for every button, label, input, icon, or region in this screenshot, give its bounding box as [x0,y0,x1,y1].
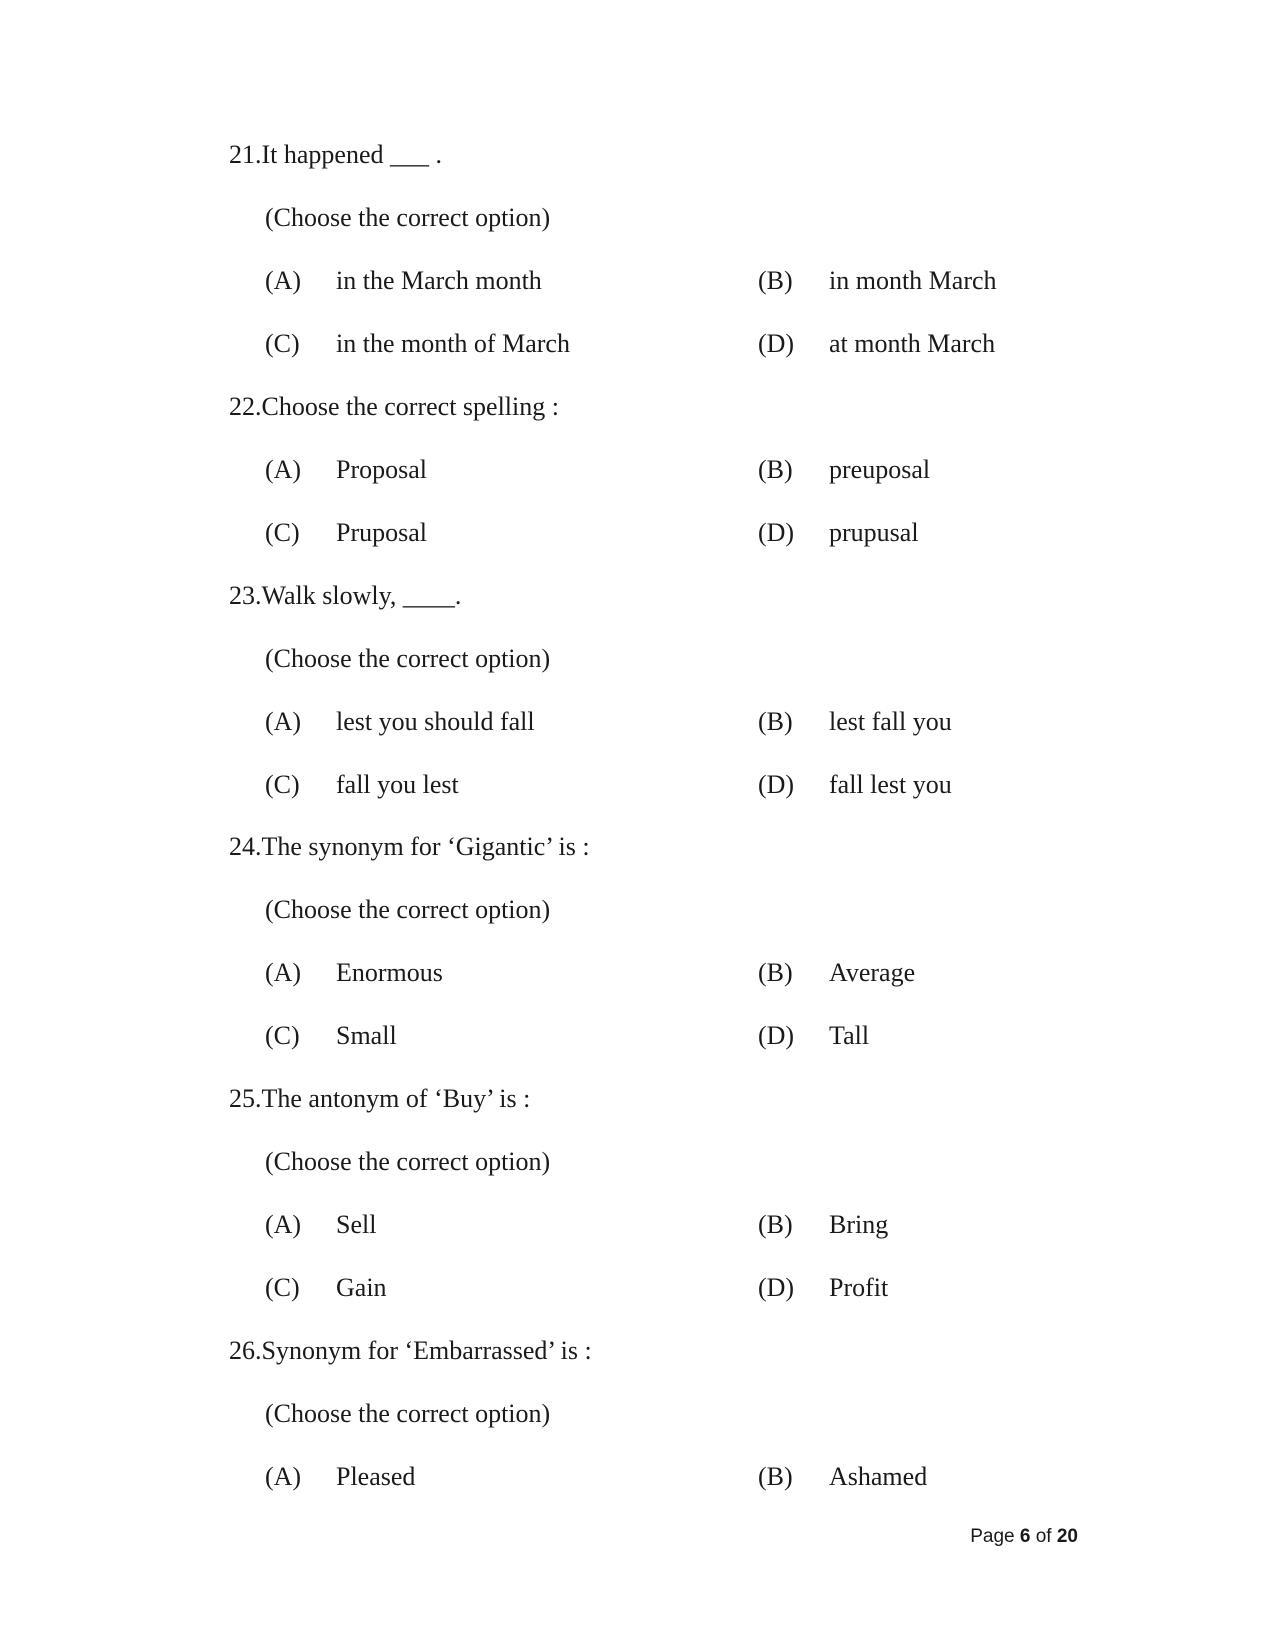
question-25-option-c-text: Gain [336,1273,387,1302]
question-23-option-b-text: lest fall you [829,707,952,736]
question-25-option-d-letter: (D) [758,1273,795,1302]
question-21-option-d-text: at month March [829,329,996,358]
question-24-instruction: (Choose the correct option) [265,895,551,924]
question-24-option-b-text: Average [829,958,916,987]
question-24-option-a-text: Enormous [336,958,443,987]
footer-current-page: 6 [1019,1526,1031,1547]
question-22-option-d-letter: (D) [758,518,795,547]
question-25-stem: 25.The antonym of ‘Buy’ is : [229,1084,531,1113]
question-26-option-b-letter: (B) [758,1462,793,1491]
question-21-option-a-letter: (A) [265,266,302,295]
question-26-stem: 26.Synonym for ‘Embarrassed’ is : [229,1336,592,1365]
question-25-option-b-letter: (B) [758,1210,793,1239]
question-21-option-a-text: in the March month [336,266,542,295]
question-23-option-a-text: lest you should fall [336,707,535,736]
question-21-option-d-letter: (D) [758,329,795,358]
question-21-option-b-text: in month March [829,266,997,295]
question-22-option-b-text: preuposal [829,455,931,484]
question-23-stem: 23.Walk slowly, ____. [229,581,462,610]
question-24-option-d-letter: (D) [758,1021,795,1050]
question-21-instruction: (Choose the correct option) [265,203,551,232]
question-21-option-c-letter: (C) [265,329,300,358]
footer-page-word: Page [970,1526,1015,1547]
question-22-option-d-text: prupusal [829,518,919,547]
question-22-option-a-letter: (A) [265,455,302,484]
question-23-option-a-letter: (A) [265,707,302,736]
footer-total-pages: 20 [1056,1526,1078,1547]
question-26-option-a-text: Pleased [336,1462,416,1491]
question-22-option-a-text: Proposal [336,455,427,484]
question-21-option-b-letter: (B) [758,266,793,295]
question-25-option-d-text: Profit [829,1273,889,1302]
question-24-option-a-letter: (A) [265,958,302,987]
question-22-stem: 22.Choose the correct spelling : [229,392,559,421]
question-24-option-c-letter: (C) [265,1021,300,1050]
question-22-option-c-letter: (C) [265,518,300,547]
question-26-instruction: (Choose the correct option) [265,1399,551,1428]
question-23-option-d-letter: (D) [758,770,795,799]
question-21-option-c-text: in the month of March [336,329,570,358]
question-25-option-c-letter: (C) [265,1273,300,1302]
question-22-option-b-letter: (B) [758,455,793,484]
page-number-footer [970,1525,1078,1549]
question-25-option-b-text: Bring [829,1210,889,1239]
question-24-option-b-letter: (B) [758,958,793,987]
question-25-instruction: (Choose the correct option) [265,1147,551,1176]
footer-of-word: of [1035,1526,1052,1547]
question-26-option-b-text: Ashamed [829,1462,928,1491]
question-23-option-d-text: fall lest you [829,770,952,799]
question-25-option-a-text: Sell [336,1210,377,1239]
question-23-option-c-text: fall you lest [336,770,459,799]
question-24-stem: 24.The synonym for ‘Gigantic’ is : [229,832,590,861]
question-23-instruction: (Choose the correct option) [265,644,551,673]
question-21-stem: 21.It happened ___ . [229,140,443,169]
question-26-option-a-letter: (A) [265,1462,302,1491]
question-25-option-a-letter: (A) [265,1210,302,1239]
question-23-option-b-letter: (B) [758,707,793,736]
question-24-option-c-text: Small [336,1021,397,1050]
question-22-option-c-text: Pruposal [336,518,427,547]
question-23-option-c-letter: (C) [265,770,300,799]
question-24-option-d-text: Tall [829,1021,870,1050]
